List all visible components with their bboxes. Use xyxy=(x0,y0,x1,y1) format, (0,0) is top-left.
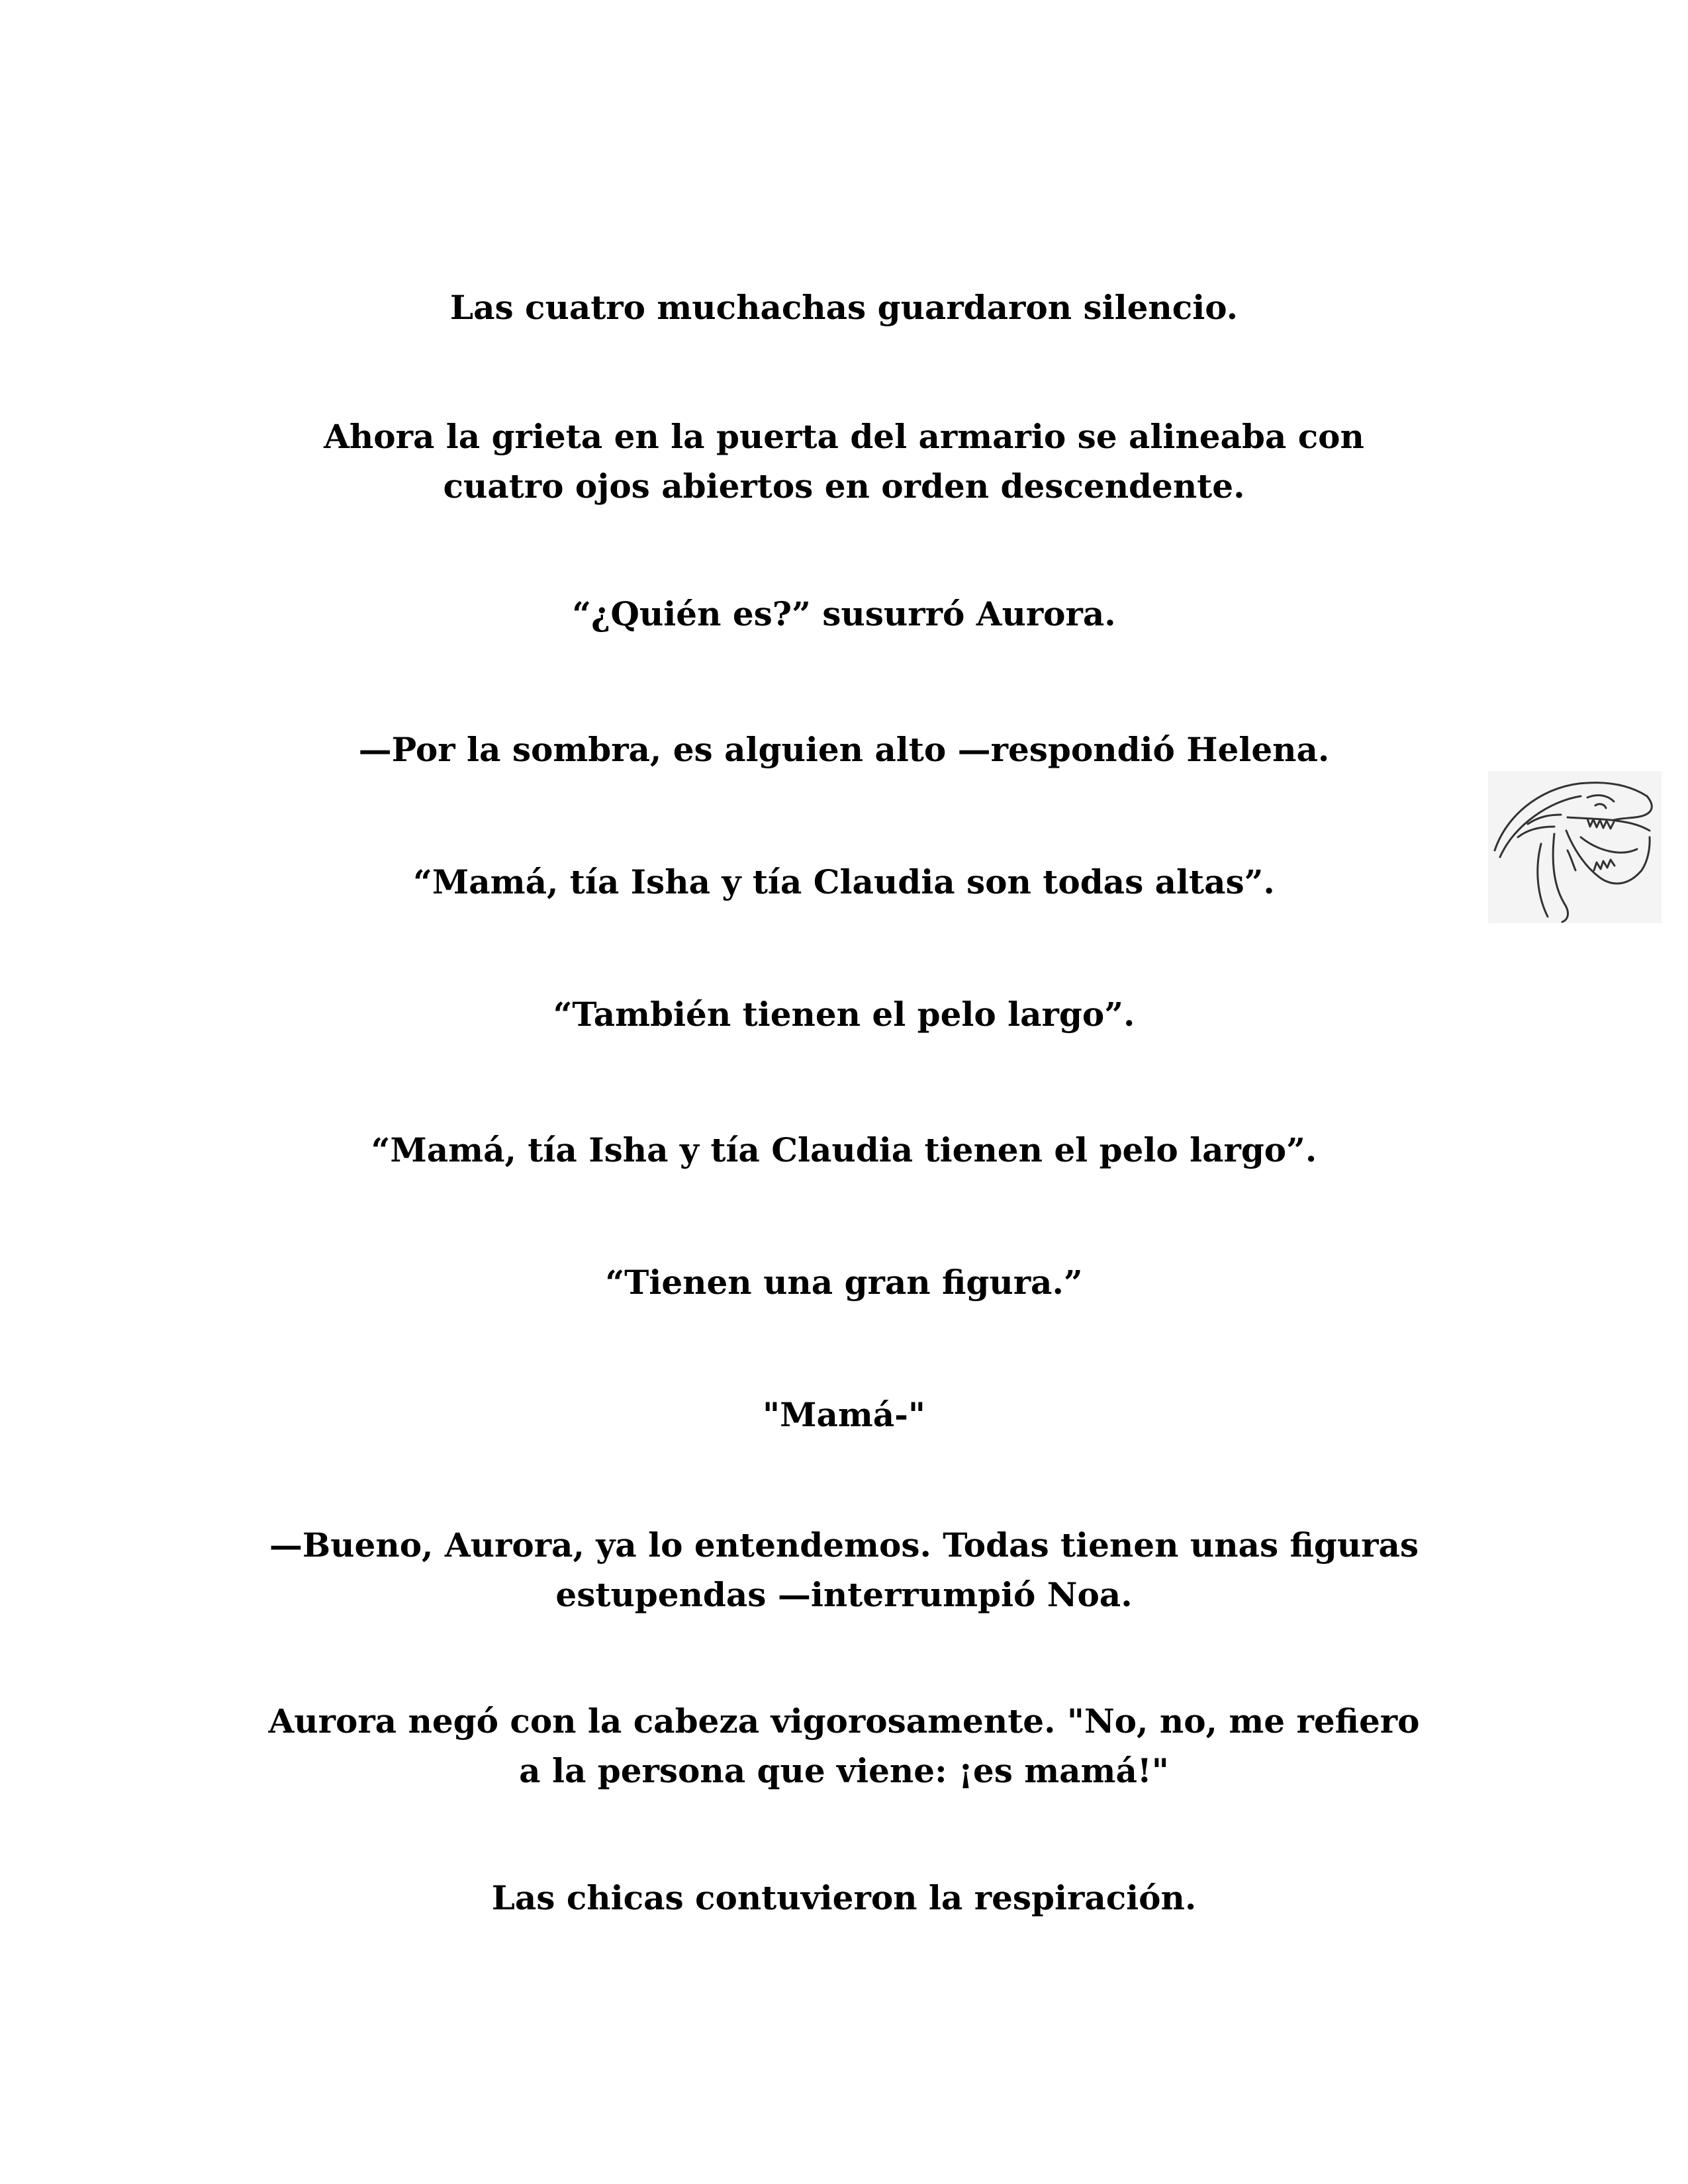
paragraph-line: “También tienen el pelo largo”. xyxy=(553,995,1135,1034)
paragraph-line: “Mamá, tía Isha y tía Claudia tienen el pelo largo”. xyxy=(371,1130,1317,1169)
paragraph-2 xyxy=(199,412,1489,511)
paragraph-11 xyxy=(199,1696,1489,1796)
paragraph-line: “¿Quién es?” susurró Aurora. xyxy=(572,594,1116,633)
paragraph-line: Las chicas contuvieron la respiración. xyxy=(491,1878,1197,1917)
paragraph-1 xyxy=(199,283,1489,332)
paragraph-line: “Tienen una gran figura.” xyxy=(605,1263,1083,1302)
paragraph-line: cuatro ojos abiertos en orden descendente. xyxy=(443,467,1245,506)
paragraph-9 xyxy=(199,1390,1489,1439)
paragraph-line: "Mamá-" xyxy=(763,1395,925,1434)
paragraph-line: “Mamá, tía Isha y tía Claudia son todas altas”. xyxy=(413,862,1275,901)
paragraph-line: —Por la sombra, es alguien alto —respondió Helena. xyxy=(358,730,1330,769)
paragraph-6 xyxy=(199,989,1489,1039)
paragraph-12 xyxy=(199,1873,1489,1923)
paragraph-8 xyxy=(199,1257,1489,1307)
paragraph-line: estupendas —interrumpió Noa. xyxy=(555,1575,1133,1614)
paragraph-10 xyxy=(199,1520,1489,1619)
paragraph-4 xyxy=(199,725,1489,774)
paragraph-7 xyxy=(199,1125,1489,1175)
paragraph-line: a la persona que viene: ¡es mamá!" xyxy=(519,1751,1169,1790)
paragraph-3 xyxy=(199,589,1489,639)
paragraph-line: Las cuatro muchachas guardaron silencio. xyxy=(449,288,1239,327)
paragraph-line: Aurora negó con la cabeza vigorosamente. "No, no, me refiero xyxy=(268,1702,1420,1741)
paragraph-5 xyxy=(199,857,1489,907)
paragraph-line: —Bueno, Aurora, ya lo entendemos. Todas tienen unas figuras xyxy=(269,1525,1419,1565)
paragraph-line: Ahora la grieta en la puerta del armario se alineaba con xyxy=(324,417,1364,456)
dinosaur-sketch-icon xyxy=(1488,771,1662,923)
